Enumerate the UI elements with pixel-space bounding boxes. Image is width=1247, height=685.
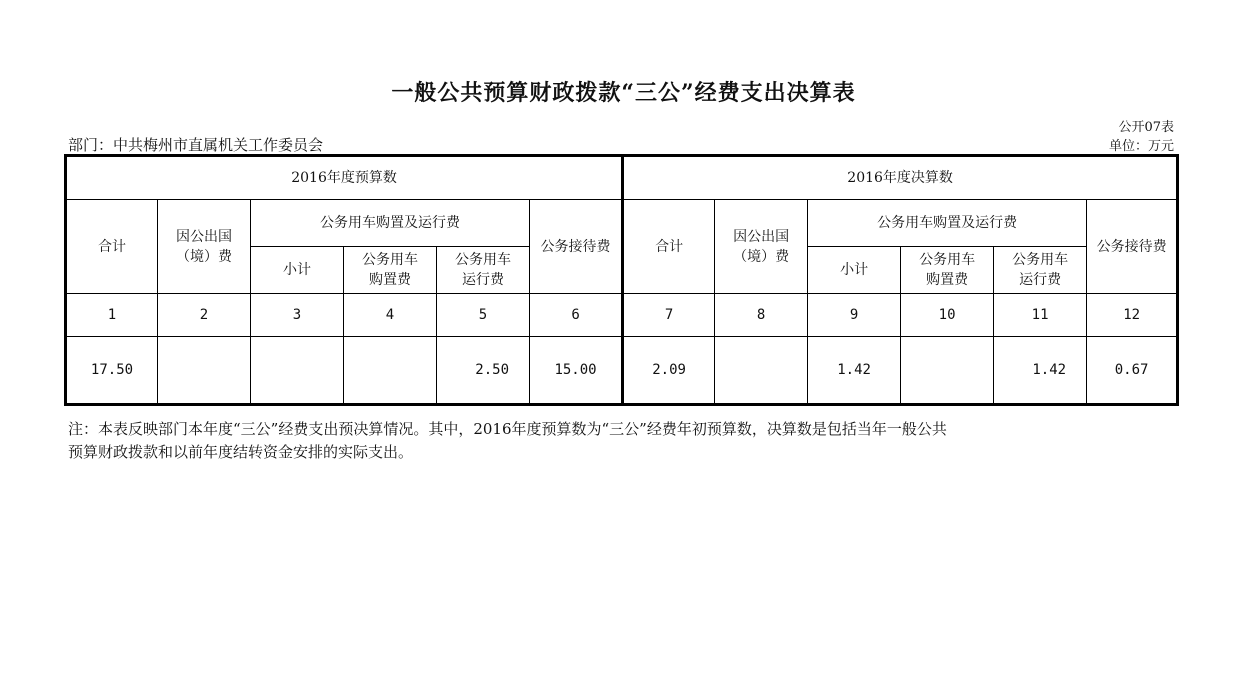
index-cell: 9 — [808, 294, 901, 337]
header-row-categories — [66, 200, 1178, 247]
final-header: 2016年度决算数 — [623, 156, 1178, 200]
index-cell: 6 — [530, 294, 623, 337]
budget-total-header: 合计 — [66, 200, 158, 294]
data-cell — [715, 337, 808, 405]
budget-vehicle-header: 公务用车购置及运行费 — [251, 200, 530, 247]
index-cell: 10 — [901, 294, 994, 337]
data-cell: 1.42 — [994, 337, 1087, 405]
final-purchase-header: 公务用车 购置费 — [901, 247, 994, 294]
index-cell: 4 — [344, 294, 437, 337]
index-cell: 11 — [994, 294, 1087, 337]
final-total-header: 合计 — [623, 200, 715, 294]
data-cell: 2.09 — [623, 337, 715, 405]
final-subtotal-header: 小计 — [808, 247, 901, 294]
data-cell — [251, 337, 344, 405]
budget-header: 2016年度预算数 — [66, 156, 623, 200]
index-cell: 2 — [158, 294, 251, 337]
budget-subtotal-header: 小计 — [251, 247, 344, 294]
budget-purchase-header: 公务用车 购置费 — [344, 247, 437, 294]
index-cell: 3 — [251, 294, 344, 337]
department-label: 部门：中共梅州市直属机关工作委员会 — [68, 136, 324, 154]
budget-reception-header: 公务接待费 — [530, 200, 623, 294]
data-cell: 2.50 — [437, 337, 530, 405]
footnote-line-2: 预算财政拨款和以前年度结转资金安排的实际支出。 — [68, 443, 414, 461]
budget-operation-header: 公务用车 运行费 — [437, 247, 530, 294]
index-cell: 12 — [1087, 294, 1178, 337]
table-row-index — [66, 294, 1178, 337]
header-row-years — [66, 156, 1178, 200]
page-title: 一般公共预算财政拨款“三公”经费支出决算表 — [391, 80, 856, 106]
unit-label: 单位：万元 — [1108, 139, 1174, 154]
index-cell: 7 — [623, 294, 715, 337]
footnote — [68, 418, 1178, 464]
three-public-expenses-table — [64, 154, 1179, 406]
final-abroad-header: 因公出国 （境）费 — [715, 200, 808, 294]
table-row-data — [66, 337, 1178, 405]
data-cell — [901, 337, 994, 405]
table-number: 公开07表 — [1118, 120, 1174, 135]
data-cell: 15.00 — [530, 337, 623, 405]
final-operation-header: 公务用车 运行费 — [994, 247, 1087, 294]
index-cell: 8 — [715, 294, 808, 337]
data-cell: 1.42 — [808, 337, 901, 405]
footnote-line-1: 注：本表反映部门本年度“三公”经费支出预决算情况。其中，2016年度预算数为“三公”经费年初预算数，决算数是包括当年一般公共 — [68, 420, 947, 438]
data-cell: 17.50 — [66, 337, 158, 405]
data-cell — [158, 337, 251, 405]
index-cell: 1 — [66, 294, 158, 337]
final-reception-header: 公务接待费 — [1087, 200, 1178, 294]
final-vehicle-header: 公务用车购置及运行费 — [808, 200, 1087, 247]
budget-abroad-header: 因公出国 （境）费 — [158, 200, 251, 294]
index-cell: 5 — [437, 294, 530, 337]
data-cell — [344, 337, 437, 405]
data-cell: 0.67 — [1087, 337, 1178, 405]
